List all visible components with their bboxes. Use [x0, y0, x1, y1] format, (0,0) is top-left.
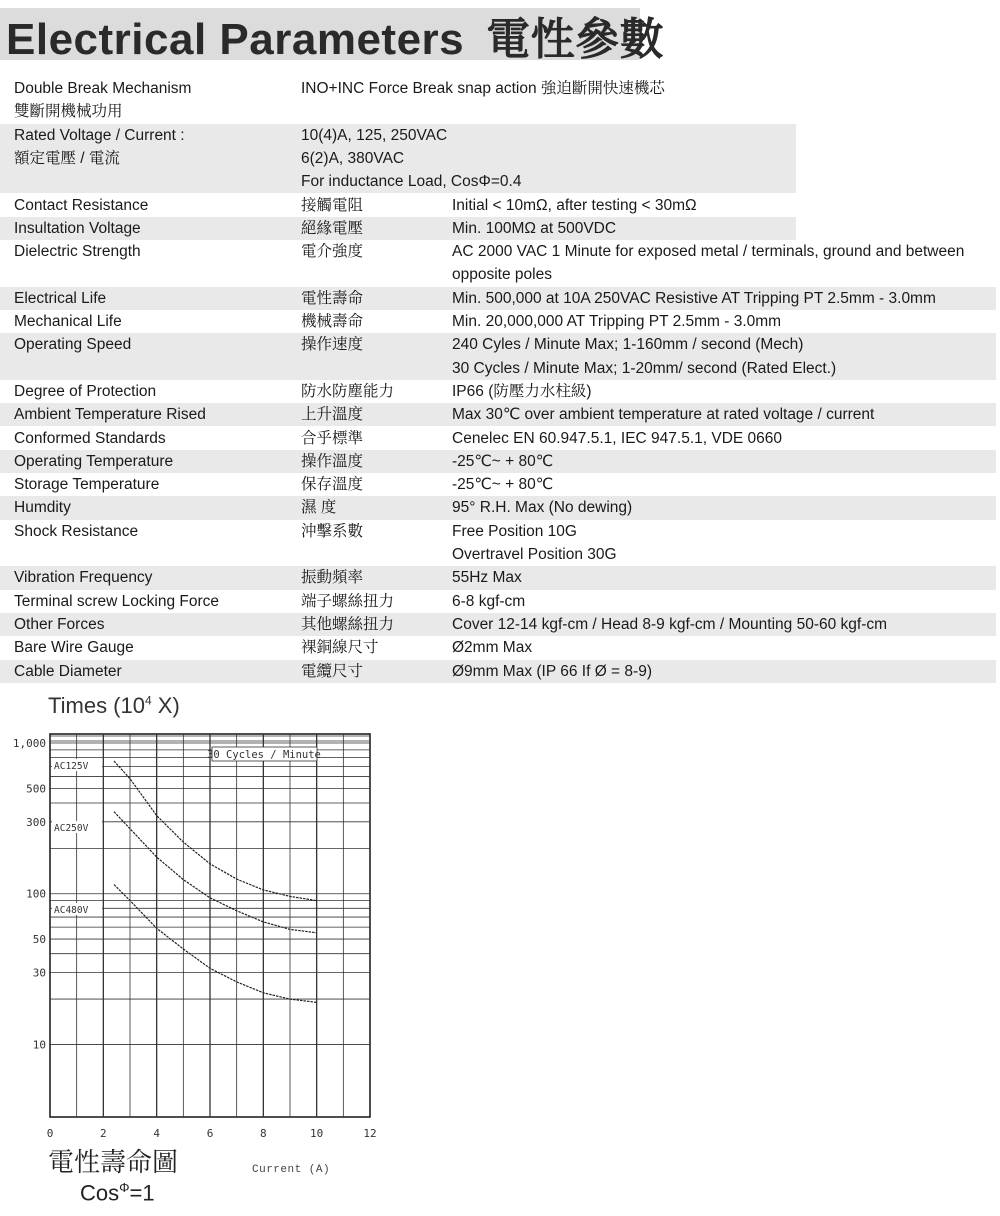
- x-tick-label: 6: [206, 1127, 214, 1140]
- series-label: AC250V: [54, 823, 89, 834]
- cell-line: 其他螺絲扭力: [301, 615, 395, 633]
- y-tick-label: 10: [32, 1038, 46, 1052]
- table-row: [0, 660, 1000, 683]
- cell-line: 電介強度: [301, 243, 364, 261]
- cell-line: Ambient Temperature Rised: [14, 406, 206, 424]
- title-chinese: 電性參數: [486, 14, 665, 65]
- cell-line: 合乎標準: [301, 429, 364, 447]
- cell-line: 操作速度: [301, 336, 364, 354]
- param-value: [452, 473, 553, 496]
- param-chinese: [301, 520, 363, 543]
- param-name: [14, 124, 185, 171]
- param-chinese: [301, 473, 363, 496]
- title-english: Electrical Parameters: [6, 15, 465, 64]
- param-name: [14, 496, 71, 519]
- table-row: [0, 124, 1000, 194]
- param-chinese: [301, 496, 336, 519]
- cell-line: Min. 500,000 at 10A 250VAC Resistive AT Tripping PT 2.5mm - 3.0mm: [452, 289, 936, 307]
- table-row: [0, 194, 1000, 217]
- param-name: [14, 636, 134, 659]
- cell-line: 30 Cycles / Minute Max; 1-20mm/ second (Rated Elect.): [452, 359, 837, 377]
- param-chinese: [301, 310, 363, 333]
- cell-line: Min. 100MΩ at 500VDC: [452, 219, 617, 237]
- table-row: [0, 590, 1000, 613]
- param-value: [452, 660, 652, 683]
- param-chinese: [301, 636, 379, 659]
- param-name: [14, 380, 156, 403]
- param-value: [452, 333, 836, 380]
- table-row: [0, 520, 1000, 567]
- param-chinese: [301, 450, 363, 473]
- table-row: [0, 613, 1000, 636]
- param-name: [14, 520, 138, 543]
- cell-line: opposite poles: [452, 266, 552, 284]
- table-row: [0, 473, 1000, 496]
- param-value: [452, 590, 525, 613]
- cell-line: 振動頻率: [301, 569, 364, 587]
- param-name: [14, 590, 219, 613]
- cell-line: 電性壽命: [301, 289, 364, 307]
- cell-line: 55Hz Max: [452, 569, 522, 587]
- x-tick-label: 0: [46, 1127, 54, 1140]
- cell-line: Insultation Voltage: [14, 219, 141, 237]
- cell-line: Initial < 10mΩ, after testing < 30mΩ: [452, 196, 697, 214]
- y-tick-label: 30: [32, 966, 46, 980]
- cell-line: Other Forces: [14, 615, 105, 633]
- cell-line: -25℃~ + 80℃: [452, 452, 554, 470]
- cell-line: Cable Diameter: [14, 662, 122, 680]
- cell-line: Electrical Life: [14, 289, 107, 307]
- cell-line: Dielectric Strength: [14, 243, 141, 261]
- cell-line: Ø9mm Max (IP 66 If Ø = 8-9): [452, 662, 652, 680]
- cell-line: 額定電壓 / 電流: [14, 149, 120, 167]
- x-tick-label: 4: [153, 1127, 160, 1140]
- param-name: [14, 217, 141, 240]
- param-value: [452, 496, 632, 519]
- cell-line: 240 Cyles / Minute Max; 1-160mm / second (Mech): [452, 336, 804, 354]
- cell-line: 防水防塵能力: [301, 382, 395, 400]
- cell-line: 絕緣電壓: [301, 219, 364, 237]
- cell-line: Terminal screw Locking Force: [14, 592, 220, 610]
- y-axis-title-tail: X): [151, 693, 180, 718]
- param-name: [14, 287, 106, 310]
- param-value: [452, 566, 522, 589]
- param-name: [14, 403, 206, 426]
- param-value: [452, 450, 553, 473]
- table-row: [0, 287, 1000, 310]
- cell-line: 10(4)A, 125, 250VAC: [301, 126, 448, 144]
- param-value: [452, 310, 781, 333]
- cell-line: Humdity: [14, 499, 71, 517]
- param-chinese: [301, 590, 394, 613]
- table-row: [0, 217, 1000, 240]
- cos-phi-label: [80, 1180, 155, 1206]
- annotation-text: 30 Cycles / Minute: [207, 749, 321, 761]
- param-chinese: [301, 403, 363, 426]
- param-chinese: [301, 217, 363, 240]
- param-value: [452, 427, 782, 450]
- cell-line: 6-8 kgf-cm: [452, 592, 526, 610]
- cell-line: 濕 度: [301, 499, 337, 517]
- table-row: [0, 636, 1000, 659]
- cell-line: 裸銅線尺寸: [301, 639, 379, 657]
- table-row: [0, 403, 1000, 426]
- x-tick-label: 10: [310, 1127, 324, 1140]
- table-row: [0, 380, 1000, 403]
- cell-line: 6(2)A, 380VAC: [301, 149, 405, 167]
- param-chinese: [301, 124, 521, 194]
- param-chinese: [301, 380, 394, 403]
- param-name: [14, 77, 191, 124]
- cell-line: Operating Temperature: [14, 452, 174, 470]
- param-value: [452, 520, 617, 567]
- table-row: [0, 450, 1000, 473]
- cell-line: Cover 12-14 kgf-cm / Head 8-9 kgf-cm / Mounting 50-60 kgf-cm: [452, 615, 888, 633]
- param-chinese: [301, 613, 394, 636]
- y-tick-label: 50: [32, 933, 46, 947]
- param-name: [14, 194, 148, 217]
- cell-line: 沖擊系數: [301, 522, 364, 540]
- y-axis-title-text: Times (10: [48, 693, 145, 718]
- param-name: [14, 566, 152, 589]
- table-row: [0, 310, 1000, 333]
- table-row: [0, 496, 1000, 519]
- param-name: [14, 473, 159, 496]
- param-chinese: [301, 240, 363, 263]
- y-axis-title-exponent: 4: [144, 693, 152, 708]
- series-label: AC480V: [54, 905, 89, 916]
- param-name: [14, 450, 173, 473]
- y-tick-label: 1,000: [12, 737, 46, 750]
- cell-line: Ø2mm Max: [452, 639, 533, 657]
- cell-line: Overtravel Position 30G: [452, 545, 617, 563]
- cell-line: 上升溫度: [301, 406, 364, 424]
- cell-line: Operating Speed: [14, 336, 132, 354]
- param-chinese: [301, 287, 363, 310]
- table-row: [0, 427, 1000, 450]
- cell-line: 端子螺絲扭力: [301, 592, 395, 610]
- param-name: [14, 613, 104, 636]
- table-row: [0, 77, 1000, 124]
- cell-line: -25℃~ + 80℃: [452, 476, 554, 494]
- cell-line: Min. 20,000,000 AT Tripping PT 2.5mm - 3.0mm: [452, 313, 782, 330]
- param-chinese: [301, 427, 363, 450]
- page-title: [6, 14, 664, 66]
- param-value: [452, 613, 887, 636]
- cell-line: 雙斷開機械功用: [14, 103, 123, 121]
- cell-line: Vibration Frequency: [14, 569, 153, 587]
- cos-value: =1: [129, 1180, 155, 1206]
- param-value: [452, 636, 532, 659]
- param-value: [452, 240, 964, 287]
- param-name: [14, 333, 131, 356]
- param-value: [452, 403, 874, 426]
- param-value: [452, 217, 616, 240]
- cell-line: 電纜尺寸: [301, 662, 364, 680]
- cell-line: Mechanical Life: [14, 313, 122, 330]
- cell-line: IP66 (防壓力水柱級): [452, 382, 592, 400]
- y-tick-label: 500: [26, 782, 46, 796]
- table-row: [0, 566, 1000, 589]
- cell-line: 機械壽命: [301, 313, 364, 330]
- param-value: [452, 380, 592, 403]
- param-chinese: [301, 194, 363, 217]
- chart-caption: 電性壽命圖: [48, 1148, 179, 1178]
- phi-symbol: Φ: [119, 1180, 130, 1195]
- electrical-life-chart: [0, 690, 420, 1216]
- x-tick-label: 8: [260, 1127, 267, 1140]
- cell-line: 接觸電阻: [301, 196, 364, 214]
- cell-line: Degree of Protection: [14, 382, 157, 400]
- cell-line: 95° R.H. Max (No dewing): [452, 499, 633, 517]
- cell-line: Double Break Mechanism: [14, 80, 192, 97]
- chart-plot: [0, 690, 420, 1150]
- cell-line: Rated Voltage / Current :: [14, 126, 185, 144]
- cell-line: Cenelec EN 60.947.5.1, IEC 947.5.1, VDE 0660: [452, 429, 783, 447]
- cell-line: Storage Temperature: [14, 476, 160, 494]
- table-row: [0, 240, 1000, 287]
- cell-line: Conformed Standards: [14, 429, 166, 447]
- cell-line: Free Position 10G: [452, 522, 577, 540]
- cell-line: INO+INC Force Break snap action 強迫斷開快速機芯: [301, 80, 665, 97]
- cell-line: Max 30℃ over ambient temperature at rated voltage / current: [452, 406, 875, 424]
- param-name: [14, 427, 166, 450]
- y-tick-label: 300: [26, 815, 46, 829]
- param-chinese: [301, 566, 363, 589]
- series-label: AC125V: [54, 761, 89, 772]
- param-chinese: [301, 77, 665, 100]
- param-value: [452, 194, 697, 217]
- param-name: [14, 660, 122, 683]
- param-name: [14, 310, 122, 333]
- cell-line: 操作溫度: [301, 452, 364, 470]
- x-tick-label: 2: [100, 1127, 107, 1140]
- x-tick-label: 12: [363, 1127, 377, 1140]
- x-axis-title: Current (A): [252, 1164, 331, 1176]
- param-chinese: [301, 333, 363, 356]
- param-chinese: [301, 660, 363, 683]
- title-bar: [0, 8, 665, 65]
- cell-line: 保存溫度: [301, 476, 364, 494]
- param-name: [14, 240, 141, 263]
- param-value: [452, 287, 936, 310]
- cell-line: Bare Wire Gauge: [14, 639, 134, 657]
- cell-line: Contact Resistance: [14, 196, 149, 214]
- cos-text: Cos: [80, 1180, 120, 1206]
- cell-line: Shock Resistance: [14, 522, 139, 540]
- y-tick-label: 100: [26, 887, 46, 901]
- table-row: [0, 333, 1000, 380]
- cell-line: For inductance Load, CosΦ=0.4: [301, 173, 522, 191]
- cell-line: AC 2000 VAC 1 Minute for exposed metal / terminals, ground and between: [452, 243, 965, 261]
